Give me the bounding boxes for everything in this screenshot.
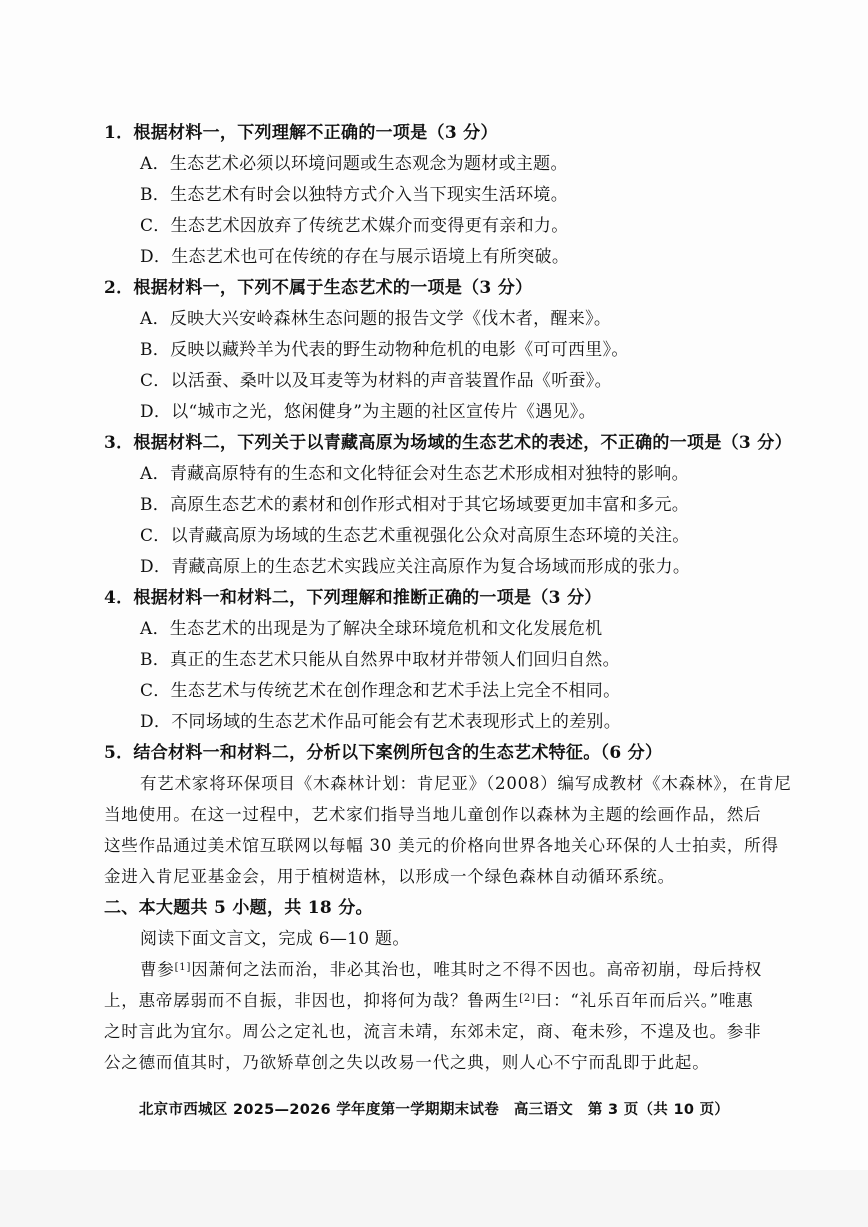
question-3-stem: 3．根据材料二，下列关于以青藏高原为场域的生态艺术的表述，不正确的一项是（3 分） bbox=[104, 433, 792, 453]
passage-text: 曹参 bbox=[140, 960, 175, 979]
question-1-option-a: A．生态艺术必须以环境问题或生态观念为题材或主题。 bbox=[140, 154, 568, 174]
question-4-option-c: C．生态艺术与传统艺术在创作理念和艺术手法上完全不相同。 bbox=[140, 681, 621, 701]
footnote-marker: [1] bbox=[174, 962, 192, 973]
page-footer: 北京市西城区 2025—2026 学年度第一学期期末试卷 高三语文 第 3 页（共 10 页） bbox=[138, 1102, 730, 1118]
case-text-line: 这些作品通过美术馆互联网以每幅 30 美元的价格向世界各地关心环保的人士拍卖，所得 bbox=[104, 836, 779, 855]
question-4-option-a: A．生态艺术的出现是为了解决全球环境危机和文化发展危机 bbox=[140, 619, 603, 639]
passage-line-2 bbox=[104, 990, 754, 1012]
question-1-option-d: D．生态艺术也可在传统的存在与展示语境上有所突破。 bbox=[140, 247, 570, 267]
passage-line-4: 公之德而值其时，乃欲矫草创之失以改易一代之典，则人心不宁而乱即于此起。 bbox=[104, 1053, 710, 1072]
question-1-option-c: C．生态艺术因放弃了传统艺术媒介而变得更有亲和力。 bbox=[140, 216, 569, 236]
question-2-option-c: C．以活蚕、桑叶以及耳麦等为材料的声音装置作品《听蚕》。 bbox=[140, 371, 612, 391]
question-3-option-a: A．青藏高原特有的生态和文化特征会对生态艺术形成相对独特的影响。 bbox=[140, 464, 689, 484]
section-2-instruction: 阅读下面文言文，完成 6—10 题。 bbox=[140, 929, 410, 949]
question-2-stem: 2．根据材料一，下列不属于生态艺术的一项是（3 分） bbox=[104, 278, 533, 298]
case-text-line: 当地使用。在这一过程中，艺术家们指导当地儿童创作以森林为主题的绘画作品，然后 bbox=[104, 805, 762, 824]
question-3-option-d: D．青藏高原上的生态艺术实践应关注高原作为复合场域而形成的张力。 bbox=[140, 557, 691, 577]
question-3-option-b: B．高原生态艺术的素材和创作形式相对于其它场域要更加丰富和多元。 bbox=[140, 495, 690, 515]
passage-text: 上，惠帝孱弱而不自振，非因也，抑将何为哉？鲁两生 bbox=[104, 991, 520, 1010]
question-2-option-a: A．反映大兴安岭森林生态问题的报告文学《伐木者，醒来》。 bbox=[140, 309, 612, 329]
passage-text: 曰：“礼乐百年而后兴。”唯惠 bbox=[535, 991, 754, 1010]
passage-line-1 bbox=[140, 959, 762, 981]
case-text-line: 有艺术家将环保项目《木森林计划：肯尼亚》（2008）编写成教材《木森林》，在肯尼 bbox=[140, 774, 792, 793]
section-2-heading: 二、本大题共 5 小题，共 18 分。 bbox=[104, 898, 373, 918]
passage-text: 因萧何之法而治，非必其治也，唯其时之不得不因也。高帝初崩，母后持权 bbox=[191, 960, 763, 979]
question-1-option-b: B．生态艺术有时会以独特方式介入当下现实生活环境。 bbox=[140, 185, 568, 205]
question-1-stem: 1．根据材料一，下列理解不正确的一项是（3 分） bbox=[104, 123, 498, 143]
question-4-option-b: B．真正的生态艺术只能从自然界中取材并带领人们回归自然。 bbox=[140, 650, 620, 670]
question-4-option-d: D．不同场域的生态艺术作品可能会有艺术表现形式上的差别。 bbox=[140, 712, 622, 732]
question-3-option-c: C．以青藏高原为场域的生态艺术重视强化公众对高原生态环境的关注。 bbox=[140, 526, 690, 546]
scan-margin bbox=[0, 1170, 868, 1227]
question-2-option-d: D．以“城市之光，悠闲健身”为主题的社区宣传片《遇见》。 bbox=[140, 402, 596, 422]
passage-line-3: 之时言此为宜尔。周公之定礼也，流言未靖，东郊未定，商、奄未殄，不遑及也。参非 bbox=[104, 1022, 762, 1041]
question-4-stem: 4．根据材料一和材料二，下列理解和推断正确的一项是（3 分） bbox=[104, 588, 602, 608]
case-text-line: 金进入肯尼亚基金会，用于植树造林，以形成一个绿色森林自动循环系统。 bbox=[104, 867, 675, 886]
question-2-option-b: B．反映以藏羚羊为代表的野生动物种危机的电影《可可西里》。 bbox=[140, 340, 629, 360]
footnote-marker: [2] bbox=[519, 993, 536, 1004]
question-5-stem: 5．结合材料一和材料二，分析以下案例所包含的生态艺术特征。（6 分） bbox=[104, 743, 663, 763]
